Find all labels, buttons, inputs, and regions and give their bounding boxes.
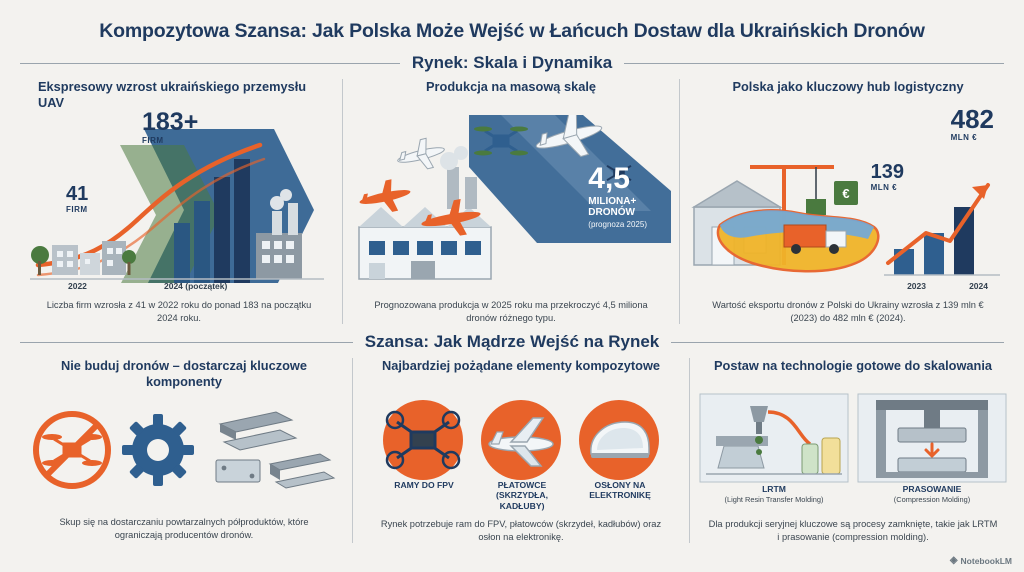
illustration-drone-production xyxy=(351,115,671,283)
illustration-technologies xyxy=(698,392,1008,510)
band2 xyxy=(16,358,1008,543)
svg-text:€: € xyxy=(842,186,850,201)
col-title: Postaw na technologie gotowe do skalowania xyxy=(713,358,993,374)
col-title: Produkcja na masową skalę xyxy=(426,79,596,94)
band1-title: Rynek: Skala i Dynamika xyxy=(411,53,613,72)
band2-col2-caption: Rynek potrzebuje ram do FPV, płatowców (skrzydeł, kadłubów) oraz osłon na elektronikę. xyxy=(380,519,662,542)
band1 xyxy=(16,79,1008,324)
stat-45-value: 4,5 xyxy=(588,162,630,195)
tech-sub-1: (Compression Molding) xyxy=(893,495,971,505)
band1-col-mass-production xyxy=(342,79,679,324)
band2-col-components xyxy=(16,358,352,543)
stat-139-value: 139 xyxy=(870,161,904,183)
illustration-composite-parts xyxy=(361,392,681,510)
band2-col1-caption: Skup się na dostarczaniu powtarzalnych półproduktów, które ograniczają producentów dronów. xyxy=(59,517,309,540)
chart-export-growth xyxy=(688,104,1008,291)
stat-45-line4: (prognoza 2025) xyxy=(588,219,647,229)
part-label-0: RAMY DO FPV xyxy=(394,480,454,491)
col-title: Ekspresowy wzrost ukraińskiego przemysłu UAV xyxy=(38,79,307,110)
tech-compression xyxy=(856,392,1008,510)
band1-col-logistics-hub xyxy=(679,79,1016,324)
col-title: Nie buduj dronów – dostarczaj kluczowe komponenty xyxy=(60,358,308,390)
stat-41-label: FIRM xyxy=(66,205,88,214)
chart-uav-growth xyxy=(24,108,334,291)
col-title: Polska jako kluczowy hub logistyczny xyxy=(732,79,964,94)
stat-482-label: MLN € xyxy=(950,132,978,142)
rule-left xyxy=(20,63,400,64)
stat-482-value: 482 xyxy=(950,104,994,134)
rule-right xyxy=(624,63,1004,64)
col3-caption: Wartość eksportu dronów z Polski do Ukrainy wzrosła z 139 mln € (2023) do 482 mln € (2024). xyxy=(712,300,984,323)
col-title: Najbardziej pożądane elementy kompozytowe xyxy=(381,358,661,374)
stat-183-value: 183+ xyxy=(142,108,199,136)
stat-139-label: MLN € xyxy=(870,183,898,192)
tech-sub-0: (Light Resin Transfer Molding) xyxy=(724,495,824,505)
watermark xyxy=(950,555,1012,566)
page-title: Kompozytowa Szansa: Jak Polska Może Wejść w Łańcuch Dostaw dla Ukraińskich Dronów xyxy=(99,20,925,42)
tech-lrtm xyxy=(698,392,850,510)
part-label-1: PŁATOWCE (SKRZYDŁA, KADŁUBY) xyxy=(495,480,549,511)
year-2024: 2024 (początek) xyxy=(164,281,228,291)
band2-header xyxy=(20,332,1004,352)
band1-header xyxy=(20,53,1004,73)
stat-183-label: FIRM xyxy=(142,135,164,145)
band1-col-uav-growth xyxy=(16,79,342,324)
col2-caption: Prognozowana produkcja w 2025 roku ma przekroczyć 4,5 miliona dronów różnego typu. xyxy=(374,300,648,323)
band2-col-technologies xyxy=(689,358,1016,543)
band2-col3-caption: Dla produkcji seryjnej kluczowe są procesy zamknięte, takie jak LRTM i prasowanie (compression molding). xyxy=(708,519,998,542)
part-label-2: OSŁONY NA ELEKTRONIKĘ xyxy=(589,480,651,501)
year-2023: 2023 xyxy=(907,281,926,291)
rule-left xyxy=(20,342,353,343)
illustration-no-drones xyxy=(24,394,344,512)
tech-label-1: PRASOWANIE xyxy=(902,484,962,495)
gear-icon xyxy=(122,414,194,486)
stat-45-line2: MILIONA+ xyxy=(588,195,637,207)
rule-right xyxy=(671,342,1004,343)
notebooklm-icon: ◈ xyxy=(949,555,958,566)
tech-label-0: LRTM xyxy=(762,484,786,495)
year-2024: 2024 xyxy=(969,281,988,291)
watermark-label: NotebookLM xyxy=(960,555,1012,566)
stat-41-value: 41 xyxy=(66,183,89,205)
band2-title: Szansa: Jak Mądrze Wejść na Rynek xyxy=(364,332,660,352)
year-2022: 2022 xyxy=(68,281,87,291)
band2-col-composite-parts xyxy=(352,358,689,543)
col1-caption: Liczba firm wzrosła z 41 w 2022 roku do ponad 183 na początku 2024 roku. xyxy=(46,300,312,323)
stat-45-line3: DRONÓW xyxy=(588,206,635,218)
